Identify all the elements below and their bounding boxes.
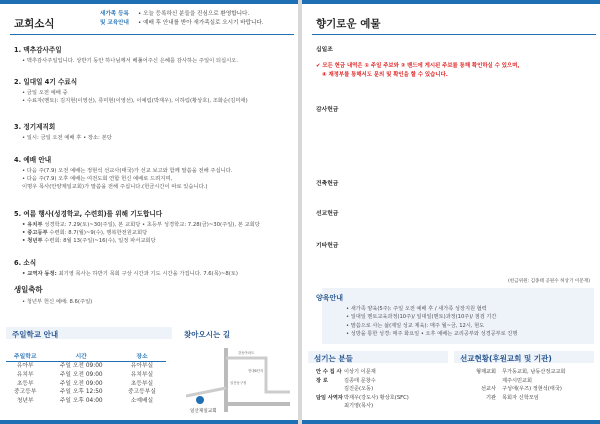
news-line: 수련회: 8월 13(주일)~16(수), 일정 파서교회당	[42, 238, 156, 244]
cell: 주일 오전 09:00	[59, 371, 103, 378]
offering-committee: (헌금위원: 김종태 공원수 허상기 이문재)	[508, 279, 590, 284]
serve-role	[316, 385, 344, 394]
news-heading: 2. 일대일 4기 수료식	[14, 78, 78, 86]
left-top-bar	[0, 0, 298, 4]
mission-type: 형제교회	[475, 369, 496, 375]
offering-mission	[316, 208, 592, 217]
cell: 유치부실	[130, 371, 154, 378]
page-title-news: 교회소식	[14, 18, 55, 30]
map-label-church: 일산제일교회	[190, 409, 217, 414]
nurture-lines	[346, 305, 517, 339]
mission-title: 선교현황(후원교회 및 기관)	[460, 354, 552, 363]
left-page	[0, 0, 298, 424]
mission-names: 제주시민교회	[502, 377, 533, 384]
serve-names: 이상기 이문재	[344, 369, 376, 375]
mission-list	[460, 368, 594, 402]
news-item-5	[14, 208, 294, 245]
col-header: 장소	[118, 351, 166, 362]
mission-names: 무가동교회, 남동산정교교회	[502, 369, 566, 375]
news-line: • 금일 오전 예배 중	[22, 90, 68, 96]
cell: 중고등부실	[127, 389, 156, 396]
offering-thanks	[316, 104, 592, 113]
news-line: 수련회: 8.7(월)~9(수), 행복한전원교회당	[47, 230, 148, 236]
serve-role: 장 로	[316, 377, 328, 384]
nurture-line: • 말씀으로 사는 삶(제일 성교 제육): 매주 월~금, 12시, 현도	[346, 322, 485, 329]
table-row	[6, 362, 166, 371]
group-name: • 청년부	[22, 238, 43, 244]
news-line: 성경학교: 7.29(토)~30(주일), 본 교회당 • 초등부 성경학교: 7.28(금)~30(주일), 본 교회당	[42, 222, 260, 228]
col-header: 시간	[44, 351, 117, 362]
serve-names: 김진준(오동)	[344, 386, 374, 393]
cell: 초등부실	[130, 380, 154, 387]
news-line: • 다음 주(7.9) 오후 예배는 여전도회 연합 헌신 예배로 드려지며,	[22, 176, 173, 182]
cell: 초등부	[16, 380, 34, 387]
news-line: 이명우 목사(안양제일교회)가 말씀을 전해 주십니다.(헌금시간이 따로 있습니다.)	[22, 184, 208, 190]
map-label: 현대6단지	[248, 369, 264, 373]
offering-label: 건축헌금	[316, 181, 339, 187]
mission-names: 구성애(우즈) 정현석(태국)	[502, 386, 562, 393]
cell: 주일 오전 09:00	[59, 380, 103, 387]
mission-names: 목회자 신학모임	[502, 394, 539, 401]
newcomer-intro	[100, 10, 296, 28]
serve-list	[316, 368, 456, 411]
mission-type: 기관	[485, 394, 496, 401]
right-top-bar	[302, 0, 600, 4]
table-row	[6, 397, 166, 406]
news-item-4	[14, 154, 294, 191]
cell: 주일 오후 12:50	[59, 389, 103, 396]
nurture-line: • 성방을 통한 성경: 매주 화요일 • 오후 예배는 교리공부와 성경공부로 진행	[346, 331, 518, 338]
notice-line: ✔ 모든 헌금 내역은 ① 주일 주보와 ② 밴드에 게시된 주보를 통해 확인하실 수 있으며,	[316, 63, 520, 69]
group-name: • 유치부	[22, 222, 43, 228]
intro-label: 및 교육안내	[100, 20, 129, 26]
offering-other	[316, 240, 592, 249]
offering-building	[316, 178, 592, 187]
news-heading: 5. 여름 행사(성경학교, 수련회)를 위해 기도합니다	[14, 210, 163, 218]
map-label: 일산동구청	[230, 381, 247, 385]
nurture-line: • 일대일 멘토교육과정(10주)/ 일대일(멘토)과정(10주)/ 점검 기간	[346, 314, 497, 321]
news-item-3	[14, 121, 294, 142]
offering-label: 십일조	[316, 47, 333, 53]
offering-label: 선교헌금	[316, 211, 339, 217]
table-row	[6, 388, 166, 397]
news-item-1	[14, 44, 294, 65]
offering-label: 기타헌금	[316, 243, 339, 249]
cell: 청년부	[16, 398, 34, 405]
news-item-6	[14, 257, 294, 278]
left-bottom-bar	[0, 420, 298, 424]
cell: 중고등부	[14, 389, 37, 396]
birthday-section	[14, 284, 294, 306]
nurture-title: 양육안내	[316, 294, 344, 302]
serve-role: 담임 사역자	[316, 394, 343, 401]
serve-names: 최기영(목사)	[344, 403, 374, 410]
group-name: • 중고등부	[22, 230, 48, 236]
news-line: • 맥추감사주일입니다. 상반기 동안 하나님께서 베풀어주신 은혜를 감사하는 주일이 되십시오.	[22, 58, 239, 64]
mission-type: 선교사	[480, 386, 496, 393]
news-line: 최기영 목사는 하반기 목회 구상 시간과 기도 시간을 가집니다. 7.6(목)~8(토)	[56, 271, 238, 277]
news-heading: 4. 예배 안내	[14, 156, 52, 164]
location-map	[186, 344, 290, 416]
page-title-offerings: 향기로운 예물	[316, 18, 381, 30]
news-line: • 수료자(멘토): 김지현(이영선), 류미현(이영선), 이예림(박재우), 이하림(황상호), 조화순(김미애)	[22, 98, 248, 104]
col-header: 주일학교	[6, 351, 44, 362]
cell: 유아부실	[130, 363, 154, 369]
schedule-title: 주일학교 안내	[12, 330, 59, 339]
right-bottom-bar	[302, 420, 600, 424]
news-heading: 3. 정기제직회	[14, 123, 56, 131]
news-line: • 일시: 금일 오전 예배 후 • 장소: 본당	[22, 135, 112, 141]
title-rule	[312, 34, 596, 35]
news-heading: 1. 맥추감사주일	[14, 46, 62, 54]
serve-role: 안 수 집 사	[316, 369, 342, 375]
news-heading: 6. 소식	[14, 259, 37, 267]
serve-title: 섬기는 분들	[314, 354, 353, 363]
right-page	[302, 0, 600, 424]
cell: 주일 오전 09:00	[59, 363, 103, 369]
map-label: 강동아파트	[238, 351, 255, 355]
cell: 소예배실	[130, 398, 154, 405]
birthday-title: 생일축하	[14, 285, 43, 294]
serve-names: 박재우(강도사) 황상호(SFC)	[344, 394, 409, 401]
offering-notice	[316, 62, 592, 80]
offering-tithe	[316, 44, 592, 53]
birthday-line: • 청년부 헌신 예배: 8.6(주일)	[22, 299, 93, 305]
title-rule	[10, 34, 294, 35]
nurture-line: • 새가족 양육(5주): 주일 오전 예배 후 / 새가족 성장지원 협력	[346, 306, 487, 312]
mission-type	[460, 377, 502, 386]
notice-line: ④ 재정부를 통해서도 문의 및 확인을 할 수 있습니다.	[322, 72, 448, 78]
sunday-school-table	[6, 351, 166, 406]
intro-text: • 오늘 등록하신 분들을 진심으로 환영합니다.	[138, 11, 250, 17]
cell: 유치부	[16, 371, 34, 378]
cell: 유아부	[16, 363, 34, 369]
cell: 주일 오후 04:00	[59, 398, 103, 405]
map-title: 찾아오시는 길	[184, 330, 231, 339]
serve-role	[316, 402, 344, 411]
news-item-2	[14, 76, 294, 105]
intro-label: 새가족 등록	[100, 11, 129, 17]
table-row	[6, 380, 166, 389]
serve-names: 김종태 문창수	[344, 377, 376, 384]
table-row	[6, 371, 166, 380]
group-name: • 교역자 동정:	[22, 271, 57, 277]
offering-label: 감사헌금	[316, 107, 339, 113]
intro-text: • 예배 후 안내를 받아 새가족실로 오시기 바랍니다.	[138, 20, 264, 26]
news-line: • 다음 주(7.9) 오전 예배는 정현석 선교사(태국)가 선교 보고와 함께 말씀을 전해 주십니다.	[22, 168, 233, 174]
